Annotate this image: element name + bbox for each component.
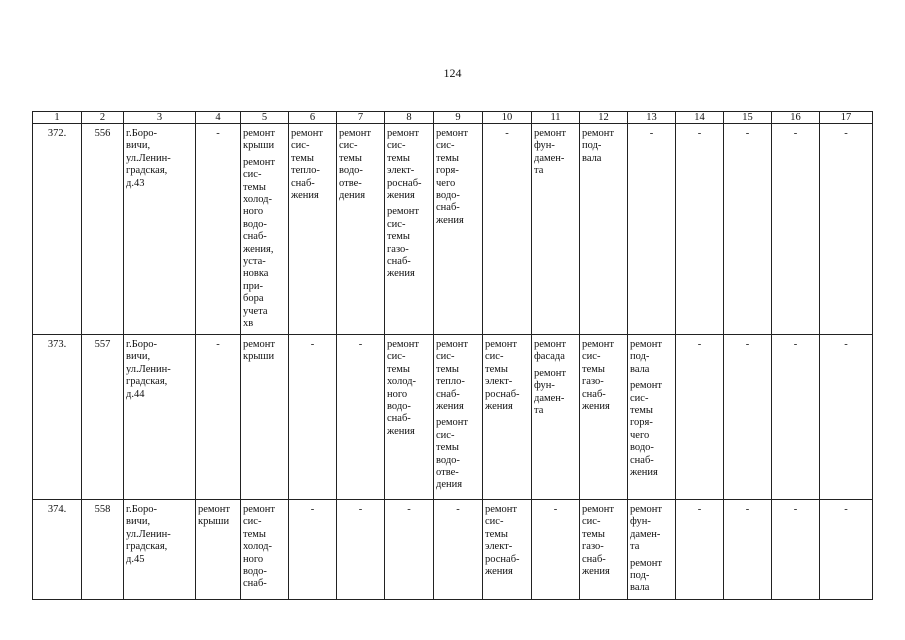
cell-text: г.Боро- вичи, ул.Ленин- градская, д.45 <box>126 504 171 565</box>
cell-text: - <box>358 339 363 350</box>
cell-text: - <box>793 339 798 350</box>
cell-text: - <box>310 339 315 350</box>
cell-text: - <box>216 128 220 139</box>
cell-text: ремонт сис- темы горя- чего водо- снаб- жения <box>436 128 469 226</box>
cell-text: ремонт сис- темы газо- снаб- жения <box>582 504 615 578</box>
work-cell <box>434 124 483 335</box>
column-header: 3 <box>124 112 196 124</box>
work-cell <box>820 335 873 500</box>
column-header: 9 <box>434 112 483 124</box>
cell-text: - <box>310 504 315 515</box>
cell-text: ремонт фасада <box>534 339 567 363</box>
cell-text: ремонт сис- темы элект- роснаб- жения <box>485 339 520 413</box>
work-cell <box>385 335 434 500</box>
work-cell <box>483 124 532 335</box>
table-row <box>33 124 873 335</box>
cell-text: - <box>216 339 220 350</box>
cell-text: - <box>697 504 702 515</box>
table-row <box>33 335 873 500</box>
work-cell <box>385 124 434 335</box>
cell-text: ремонт под- вала <box>630 557 663 594</box>
object-id-cell <box>82 500 124 600</box>
cell-text: - <box>358 504 363 515</box>
work-cell <box>772 124 820 335</box>
cell-text: - <box>456 504 460 515</box>
address-cell <box>124 500 196 600</box>
column-header: 6 <box>289 112 337 124</box>
address-cell <box>124 124 196 335</box>
table-row <box>33 500 873 600</box>
cell-text: ремонт сис- темы горя- чего водо- снаб- жения <box>630 380 663 479</box>
cell-text: - <box>844 504 848 515</box>
cell-text: 373. <box>47 339 67 350</box>
cell-text: - <box>793 504 798 515</box>
work-cell <box>628 124 676 335</box>
cell-text: ремонт сис- темы холод- ного водо- снаб- жения <box>387 339 420 437</box>
cell-text: ремонт сис- темы холод- ного водо- снаб- <box>243 504 276 590</box>
cell-text: - <box>697 339 702 350</box>
column-header: 5 <box>241 112 289 124</box>
cell-text: - <box>745 504 750 515</box>
header-row <box>33 112 873 124</box>
column-header: 10 <box>483 112 532 124</box>
cell-text: г.Боро- вичи, ул.Ленин- градская, д.43 <box>126 128 171 189</box>
column-header: 17 <box>820 112 873 124</box>
address-cell <box>124 335 196 500</box>
cell-text: - <box>745 128 750 139</box>
cell-text: - <box>553 504 558 515</box>
cell-text: - <box>793 128 798 139</box>
cell-text: - <box>407 504 411 515</box>
work-cell <box>532 124 580 335</box>
work-cell <box>580 124 628 335</box>
cell-text: 556 <box>94 128 111 139</box>
column-header: 16 <box>772 112 820 124</box>
work-cell <box>580 500 628 600</box>
cell-text: ремонт сис- темы тепло- снаб- жения <box>436 339 469 413</box>
object-id-cell <box>82 124 124 335</box>
column-header: 4 <box>196 112 241 124</box>
work-cell <box>434 335 483 500</box>
column-header: 7 <box>337 112 385 124</box>
work-cell <box>772 500 820 600</box>
column-header: 1 <box>33 112 82 124</box>
work-cell <box>483 335 532 500</box>
page-number: 124 <box>443 66 462 80</box>
cell-text: ремонт фун- дамен- та <box>630 504 663 553</box>
work-cell <box>289 335 337 500</box>
cell-text: г.Боро- вичи, ул.Ленин- градская, д.44 <box>126 339 171 400</box>
row-number-cell <box>33 124 82 335</box>
cell-text: ремонт сис- темы элект- роснаб- жения <box>387 128 422 202</box>
work-cell <box>289 500 337 600</box>
work-cell <box>532 335 580 500</box>
work-cell <box>772 335 820 500</box>
work-cell <box>337 124 385 335</box>
work-cell <box>820 124 873 335</box>
work-cell <box>241 335 289 500</box>
cell-text: ремонт под- вала <box>582 128 615 164</box>
work-cell <box>337 335 385 500</box>
cell-text: - <box>844 339 848 350</box>
cell-text: ремонт крыши <box>198 504 231 528</box>
work-cell <box>385 500 434 600</box>
work-cell <box>724 335 772 500</box>
column-header: 12 <box>580 112 628 124</box>
work-cell <box>241 500 289 600</box>
cell-text: - <box>697 128 702 139</box>
cell-text: - <box>649 128 654 139</box>
cell-text: ремонт сис- темы элект- роснаб- жения <box>485 504 520 578</box>
object-id-cell <box>82 335 124 500</box>
cell-text: - <box>505 128 509 139</box>
cell-text: ремонт сис- темы водо- отве- дения <box>436 417 469 491</box>
work-cell <box>241 124 289 335</box>
work-cell <box>676 124 724 335</box>
cell-text: - <box>745 339 750 350</box>
cell-text: ремонт сис- темы водо- отве- дения <box>339 128 372 202</box>
cell-text: 558 <box>94 504 111 515</box>
row-number-cell <box>33 335 82 500</box>
cell-text: ремонт сис- темы газо- снаб- жения <box>387 206 420 280</box>
work-cell <box>676 335 724 500</box>
cell-text: 372. <box>47 128 67 139</box>
work-cell <box>580 335 628 500</box>
work-cell <box>434 500 483 600</box>
repair-schedule-table <box>32 111 873 600</box>
column-header: 14 <box>676 112 724 124</box>
cell-text: ремонт фун- дамен- та <box>534 128 567 177</box>
work-cell <box>628 500 676 600</box>
cell-text: ремонт сис- темы тепло- снаб- жения <box>291 128 324 202</box>
row-number-cell <box>33 500 82 600</box>
column-header: 2 <box>82 112 124 124</box>
cell-text: 374. <box>47 504 67 515</box>
cell-text: ремонт крыши <box>243 128 276 152</box>
cell-text: ремонт крыши <box>243 339 276 363</box>
cell-text: - <box>844 128 848 139</box>
work-cell <box>337 500 385 600</box>
work-cell <box>676 500 724 600</box>
cell-text: ремонт фун- дамен- та <box>534 367 567 417</box>
work-cell <box>724 500 772 600</box>
work-cell <box>820 500 873 600</box>
work-cell <box>196 335 241 500</box>
work-cell <box>196 124 241 335</box>
cell-text: 557 <box>94 339 111 350</box>
work-cell <box>289 124 337 335</box>
column-header: 11 <box>532 112 580 124</box>
column-header: 13 <box>628 112 676 124</box>
work-cell <box>724 124 772 335</box>
work-cell <box>483 500 532 600</box>
cell-text: ремонт сис- темы холод- ного водо- снаб- жения, уста- новка при- бора учета хв <box>243 156 276 330</box>
work-cell <box>532 500 580 600</box>
column-header: 15 <box>724 112 772 124</box>
cell-text: ремонт сис- темы газо- снаб- жения <box>582 339 615 413</box>
cell-text: ремонт под- вала <box>630 339 663 375</box>
work-cell <box>196 500 241 600</box>
work-cell <box>628 335 676 500</box>
column-header: 8 <box>385 112 434 124</box>
